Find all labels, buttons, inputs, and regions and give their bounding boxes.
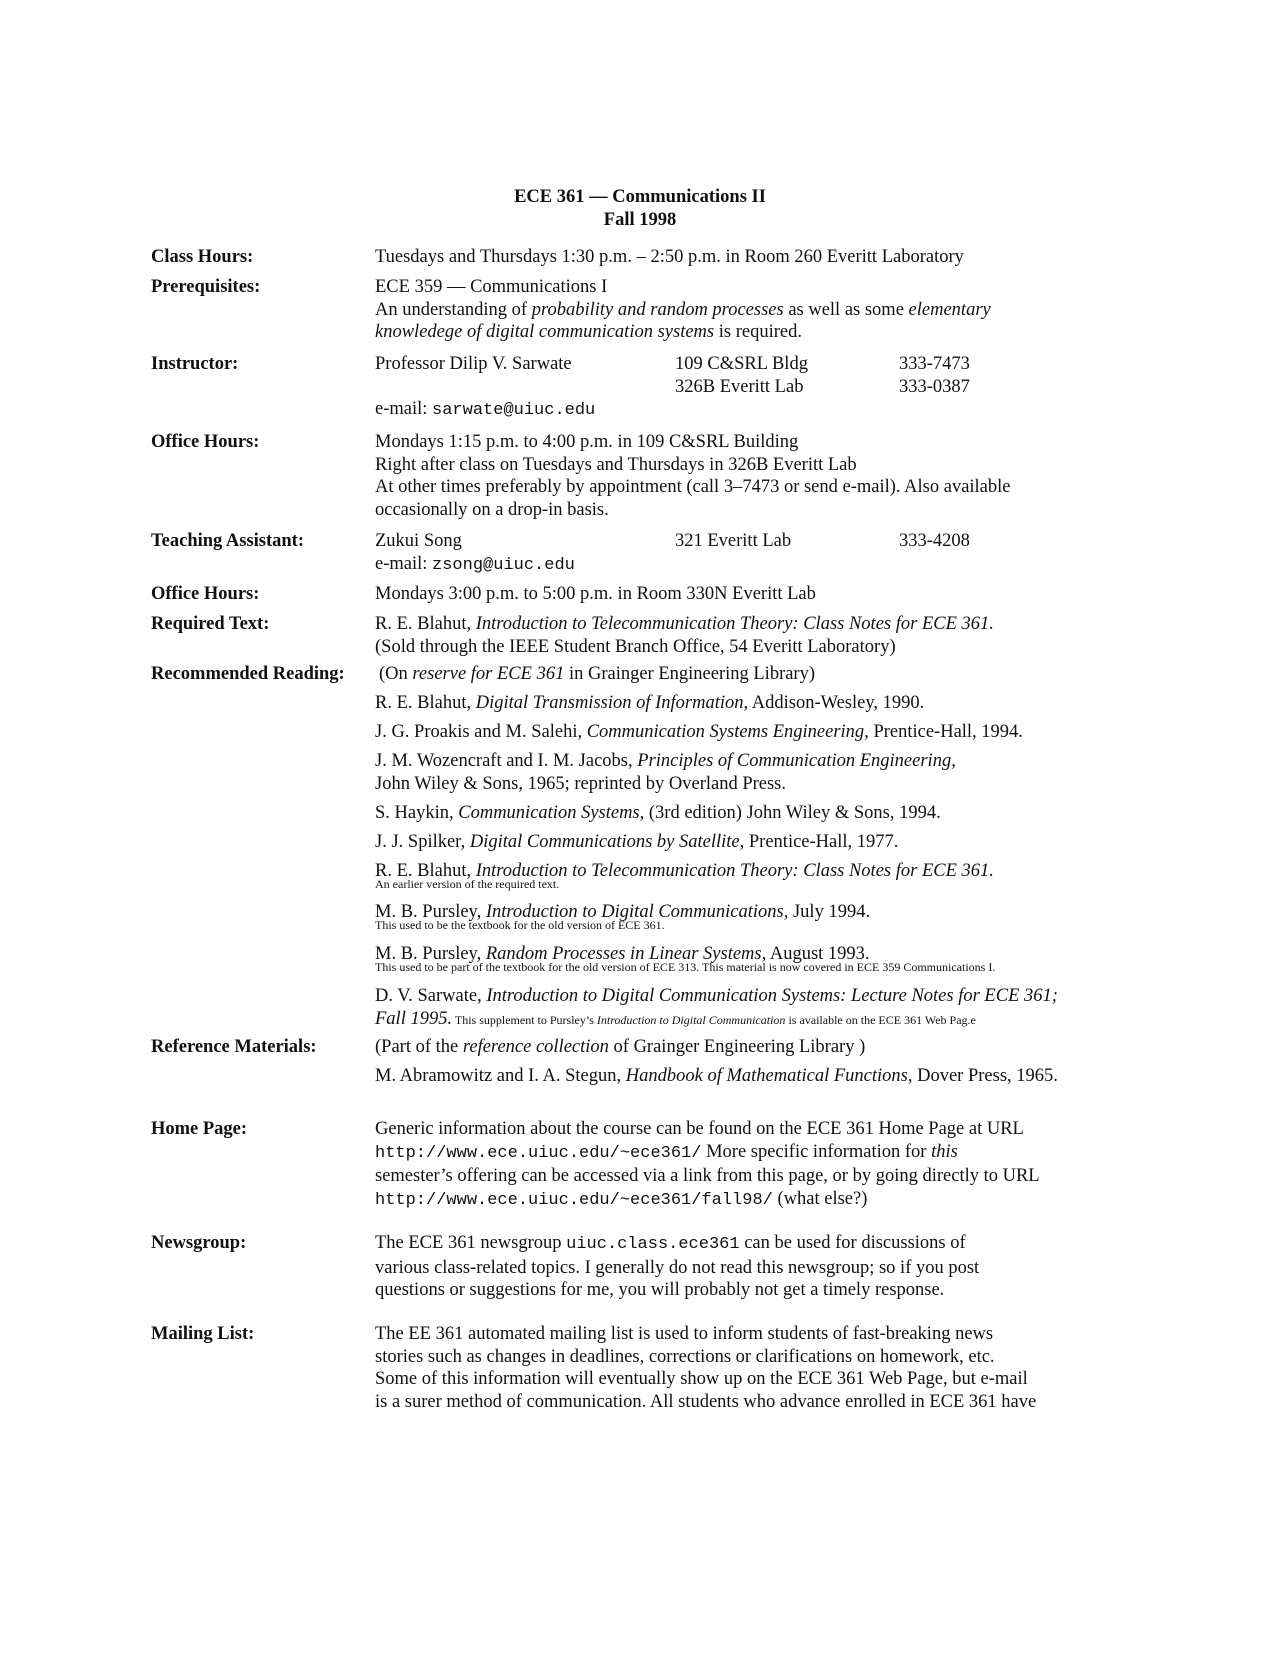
newsgroup-name[interactable]: uiuc.class.ece361 [566,1235,740,1254]
course-term: Fall 1998 [603,210,677,230]
class-hours-text: Tuesdays and Thursdays 1:30 p.m. – 2:50 p.m. in Room 260 Everitt Laboratory [375,247,964,267]
home-page-label: Home Page: [151,1119,248,1139]
instructor-email-line: e-mail: sarwate@uiuc.edu [375,399,596,420]
prerequisite-line-2: An understanding of probability and random processes as well as some elementary [375,299,991,320]
mailing-list-line-4: is a surer method of communication. All students who advance enrolled in ECE 361 have [375,1391,1037,1412]
mailing-list-line-1: The EE 361 automated mailing list is used to inform students of fast-breaking news [375,1324,994,1344]
newsgroup-line-1: The ECE 361 newsgroup uiuc.class.ece361 can be used for discussions of [375,1233,966,1254]
recommended-item-6: R. E. Blahut, Introduction to Telecommunication Theory: Class Notes for ECE 361. An earlier version of the required text. [375,861,994,891]
course-title: ECE 361 — Communications II [514,187,766,207]
required-text-label: Required Text: [151,614,270,634]
recommended-item-8: M. B. Pursley, Random Processes in Linear Systems, August 1993. This used to be part of the textbook for the old version of ECE 313. This material is now covered in ECE 359 Communications I. [375,944,996,974]
newsgroup-line-2: various class-related topics. I generally do not read this newsgroup; so if you post [375,1257,980,1278]
ta-email-line: e-mail: zsong@uiuc.edu [375,553,575,575]
recommended-item-9: D. V. Sarwate, Introduction to Digital Communication Systems: Lecture Notes for ECE 361; Fall 1995. This supplement to Pursley’s Introduction to Digital Communication is available on the ECE 361 Web Pag.e [375,986,1058,1029]
recommended-reading-label: Recommended Reading: [151,664,345,684]
newsgroup-label: Newsgroup: [151,1233,247,1253]
ta-row [375,530,1135,553]
office-hours-line-2: Right after class on Tuesdays and Thursdays in 326B Everitt Lab [375,454,857,475]
prerequisite-course: ECE 359 — Communications I [375,277,608,297]
newsgroup-line-3: questions or suggestions for me, you will probably not get a timely response. [375,1280,945,1300]
ta-office-hours-text: Mondays 3:00 p.m. to 5:00 p.m. in Room 330N Everitt Lab [375,584,816,604]
ta-name: Zukui Song [375,531,462,551]
instructor-row-1 [375,353,1135,376]
ta-phone: 333-4208 [899,531,970,551]
office-hours-line-4: occasionally on a drop-in basis. [375,499,609,520]
class-hours-label: Class Hours: [151,247,254,267]
recommended-item-7: M. B. Pursley, Introduction to Digital Communications, July 1994. This used to be the textbook for the old version of ECE 361. [375,902,871,932]
course-home-url[interactable]: http://www.ece.uiuc.edu/~ece361/ [375,1143,702,1163]
ta-office: 321 Everitt Lab [675,531,792,551]
recommended-intro: (On reserve for ECE 361 in Grainger Engineering Library) [379,664,816,684]
instructor-phone-1: 333-7473 [899,354,970,374]
office-hours-line-1: Mondays 1:15 p.m. to 4:00 p.m. in 109 C&SRL Building [375,432,799,452]
reference-intro: (Part of the reference collection of Grainger Engineering Library ) [375,1037,866,1057]
home-page-line-2: http://www.ece.uiuc.edu/~ece361/ More specific information for this [375,1141,958,1163]
ta-email[interactable]: zsong@uiuc.edu [432,555,575,575]
instructor-name: Professor Dilip V. Sarwate [375,354,572,374]
ta-label: Teaching Assistant: [151,531,305,551]
document-heading [0,186,1280,232]
recommended-item-3: J. M. Wozencraft and I. M. Jacobs, Principles of Communication Engineering, John Wiley & Sons, 1965; reprinted by Overland Press. [375,751,956,794]
mailing-list-label: Mailing List: [151,1324,255,1344]
office-hours-line-3: At other times preferably by appointment (call 3–7473 or send e-mail). Also available [375,477,1011,497]
recommended-item-1: R. E. Blahut, Digital Transmission of Information, Addison-Wesley, 1990. [375,693,925,713]
home-page-line-3: semester’s offering can be accessed via a link from this page, or by going directly to URL [375,1166,1040,1186]
semester-url[interactable]: http://www.ece.uiuc.edu/~ece361/fall98/ [375,1190,773,1210]
instructor-office-1: 109 C&SRL Bldg [675,354,808,374]
recommended-item-4: S. Haykin, Communication Systems, (3rd edition) John Wiley & Sons, 1994. [375,803,941,823]
prerequisite-line-3: knowledege of digital communication systems is required. [375,322,802,342]
home-page-line-4: http://www.ece.uiuc.edu/~ece361/fall98/ (what else?) [375,1188,868,1210]
reference-materials-label: Reference Materials: [151,1037,317,1057]
instructor-label: Instructor: [151,354,239,374]
instructor-email[interactable]: sarwate@uiuc.edu [432,401,596,420]
reference-item-1: M. Abramowitz and I. A. Stegun, Handbook of Mathematical Functions, Dover Press, 1965. [375,1066,1058,1086]
mailing-list-line-3: Some of this information will eventually show up on the ECE 361 Web Page, but e-mail [375,1369,1028,1389]
recommended-item-8-note: This used to be part of the textbook for the old version of ECE 313. This material is now covered in ECE 359 Communications I. [375,959,996,974]
recommended-item-5: J. J. Spilker, Digital Communications by Satellite, Prentice-Hall, 1977. [375,832,899,852]
mailing-list-line-2: stories such as changes in deadlines, corrections or clarifications on homework, etc. [375,1346,995,1367]
recommended-item-6-note: An earlier version of the required text. [375,876,560,891]
recommended-item-2: J. G. Proakis and M. Salehi, Communication Systems Engineering, Prentice-Hall, 1994. [375,722,1023,742]
office-hours-label: Office Hours: [151,432,260,452]
instructor-office-2: 326B Everitt Lab [675,376,804,397]
recommended-item-7-note: This used to be the textbook for the old version of ECE 361. [375,917,665,932]
required-text-note: (Sold through the IEEE Student Branch Office, 54 Everitt Laboratory) [375,636,896,657]
required-text-citation: R. E. Blahut, Introduction to Telecommunication Theory: Class Notes for ECE 361. [375,614,994,634]
ta-office-hours-label: Office Hours: [151,584,260,604]
prerequisites-label: Prerequisites: [151,277,261,297]
instructor-row-2 [375,376,1135,399]
instructor-phone-2: 333-0387 [899,376,970,397]
home-page-line-1: Generic information about the course can be found on the ECE 361 Home Page at URL [375,1119,1024,1139]
